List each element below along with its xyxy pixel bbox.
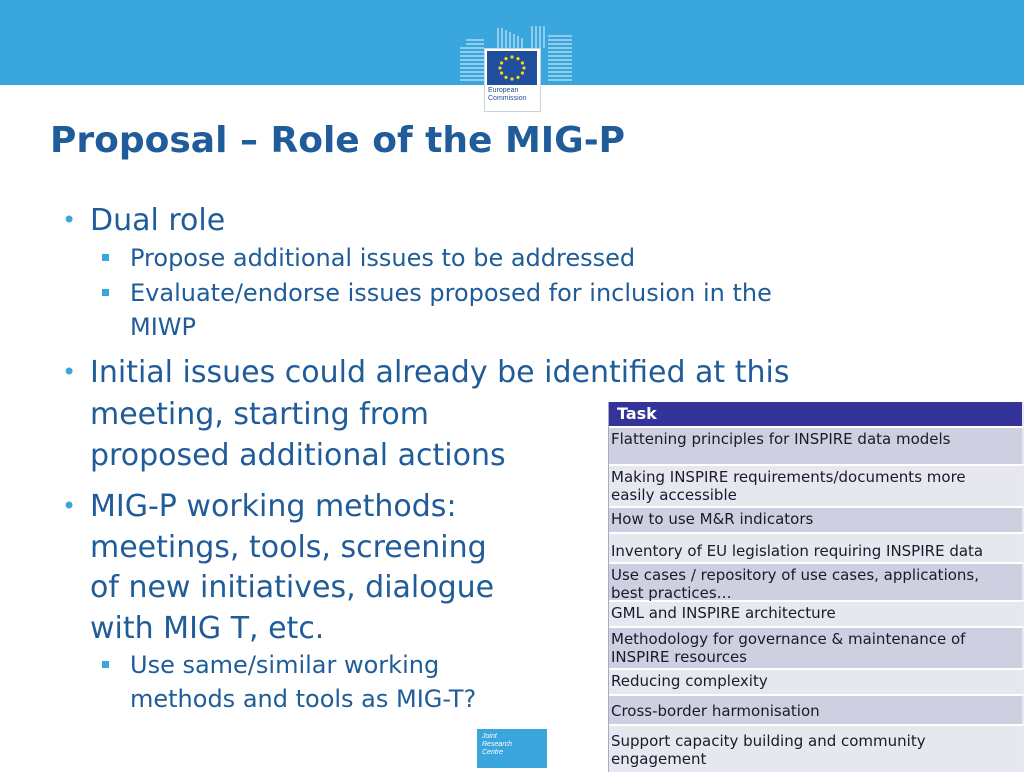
ec-logo-box xyxy=(484,48,541,112)
table-row xyxy=(609,562,1024,600)
table-row xyxy=(609,464,1024,506)
bullet-text: meetings, tools, screening xyxy=(90,530,487,565)
sub-bullet-text: methods and tools as MIG-T? xyxy=(130,685,477,713)
sub-bullet-text: Use same/similar working xyxy=(130,651,440,679)
table-cell: Reducing complexity xyxy=(611,672,768,690)
bullet-text: Dual role xyxy=(90,203,226,238)
table-header: Task xyxy=(609,402,1024,426)
table-cell: Cross-border harmonisation xyxy=(611,702,820,720)
table-cell: Making INSPIRE requirements/documents more xyxy=(611,468,966,486)
sub-bullet-text: Evaluate/endorse issues proposed for inclusion in the xyxy=(130,279,772,307)
table-row xyxy=(609,626,1024,668)
table-row xyxy=(609,694,1024,724)
logo-text-line1: European xyxy=(488,87,519,94)
table-cell: Use cases / repository of use cases, applications, xyxy=(611,566,979,584)
table-row xyxy=(609,532,1024,562)
jrc-text-line2: Research xyxy=(482,741,512,748)
table-cell: engagement xyxy=(611,750,707,768)
table-row xyxy=(609,506,1024,532)
slide-title: Proposal – Role of the MIG-P xyxy=(50,120,626,161)
jrc-text-line3: Centre xyxy=(482,749,504,756)
square-bullet-icon xyxy=(102,289,109,296)
bullet-dot-icon: • xyxy=(62,492,77,520)
bullet-dot-icon: • xyxy=(62,358,77,386)
sub-bullet-text: Propose additional issues to be addressed xyxy=(130,244,636,272)
bullet-dot-icon: • xyxy=(62,206,77,234)
table-cell: Flattening principles for INSPIRE data models xyxy=(611,430,951,448)
table-cell: Inventory of EU legislation requiring INSPIRE data xyxy=(611,542,984,560)
bullet-text: meeting, starting from xyxy=(90,397,429,432)
bullet-text: MIG-P working methods: xyxy=(90,489,457,524)
table-cell: INSPIRE resources xyxy=(611,648,747,666)
table-cell: How to use M&R indicators xyxy=(611,510,814,528)
table-row xyxy=(609,668,1024,694)
square-bullet-icon xyxy=(102,254,109,261)
task-table xyxy=(608,402,1024,772)
bullet-text: proposed additional actions xyxy=(90,438,506,473)
table-row xyxy=(609,426,1024,464)
square-bullet-icon xyxy=(102,661,109,668)
table-row xyxy=(609,724,1024,772)
bullet-text: Initial issues could already be identified at this xyxy=(90,355,790,390)
logo-text-line2: Commission xyxy=(488,95,527,102)
jrc-logo xyxy=(477,729,547,768)
bullet-text: of new initiatives, dialogue xyxy=(90,570,495,605)
table-cell: easily accessible xyxy=(611,486,737,504)
eu-flag-icon xyxy=(487,51,537,85)
bullet-text: with MIG T, etc. xyxy=(90,611,325,646)
table-cell: best practices… xyxy=(611,584,732,602)
table-cell: Support capacity building and community xyxy=(611,732,926,750)
jrc-text-line1: Joint xyxy=(482,733,497,740)
sub-bullet-text: MIWP xyxy=(130,313,196,341)
table-cell: GML and INSPIRE architecture xyxy=(611,604,836,622)
ec-logo-text xyxy=(488,87,527,103)
table-cell: Methodology for governance & maintenance of xyxy=(611,630,966,648)
table-row xyxy=(609,600,1024,626)
